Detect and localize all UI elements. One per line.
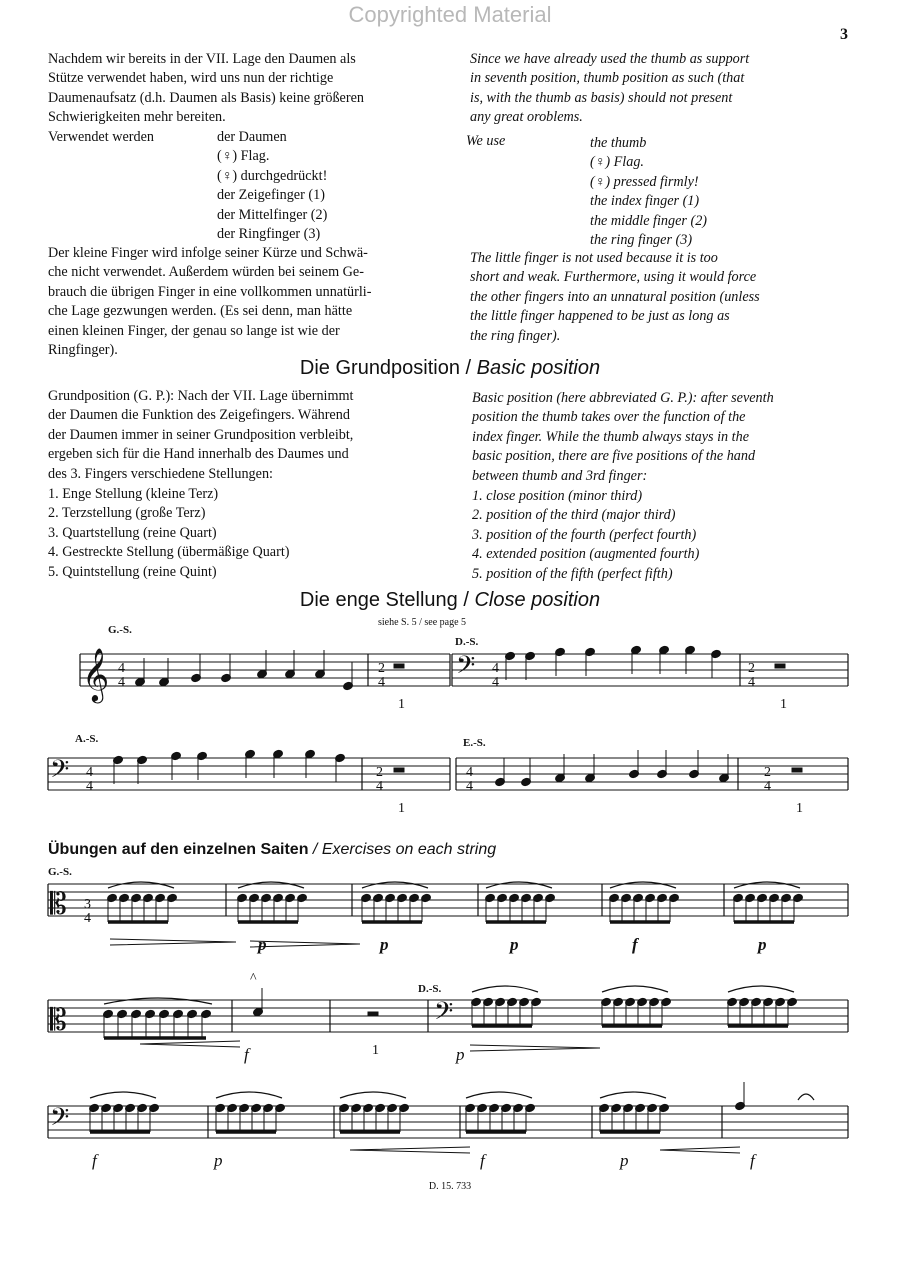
rest	[792, 768, 802, 772]
text-line: short and weak. Furthermore, using it would force	[470, 269, 757, 286]
text-line: The little finger is not used because it is too	[470, 250, 718, 266]
string-label: E.-S.	[463, 737, 486, 749]
see-page-note: siehe S. 5 / see page 5	[378, 617, 467, 628]
text-line: Since we have already used the thumb as support	[470, 51, 750, 67]
notation-mark: 4	[764, 779, 771, 794]
notation-mark: ^	[250, 971, 257, 986]
heading-de: Die Grundposition	[299, 357, 460, 379]
hairpin	[140, 1041, 240, 1047]
fermata	[798, 1094, 814, 1100]
list-item: 5. position of the fifth (perfect fifth)	[472, 565, 673, 582]
list-item: 2. position of the third (major third)	[472, 507, 676, 524]
string-label: G.-S.	[48, 866, 72, 878]
list-item: 3. Quartstellung (reine Quart)	[48, 524, 217, 541]
text-line: ergeben sich für die Hand innerhalb des Daumes und	[48, 446, 349, 463]
list-item: 4. Gestreckte Stellung (übermäßige Quart)	[48, 544, 290, 561]
list-item: 2. Terzstellung (große Terz)	[48, 505, 206, 522]
notation-mark: 4	[86, 765, 93, 780]
heading-separator: /	[457, 589, 475, 611]
text-line: any great oroblems.	[470, 109, 583, 126]
text-line: Grundposition (G. P.): Nach der VII. Lage übernimmt	[48, 388, 354, 404]
text-line: index finger. While the thumb always stays in the	[472, 428, 750, 445]
slur	[104, 998, 212, 1004]
notation-mark: 1	[398, 697, 405, 712]
page-number: 3	[840, 26, 848, 43]
finger-item: der Daumen	[217, 129, 287, 145]
heading-en: Close position	[474, 589, 601, 611]
text-line: the little finger happened to be just as long as	[470, 308, 730, 325]
rest	[394, 664, 404, 668]
text-line: position the thumb takes over the function of the	[472, 409, 746, 426]
heading-de: Übungen auf den einzelnen Saiten	[48, 841, 309, 858]
heading-separator: /	[460, 357, 477, 379]
dynamic-mark: p	[758, 935, 767, 954]
hairpin	[110, 939, 236, 945]
text-line: between thumb and 3rd finger:	[472, 467, 648, 484]
finger-item: the index finger (1)	[590, 193, 700, 210]
slur	[472, 986, 538, 992]
text-line: brauch die übrigen Finger in eine vollkommen unnatürli-	[48, 283, 372, 300]
notation-mark: 4	[492, 661, 499, 676]
text-line: der Daumen die Funktion des Zeigefingers. Während	[48, 407, 350, 424]
slur	[734, 882, 800, 888]
notation-mark: 2	[378, 661, 385, 676]
dynamic-mark: p	[456, 1045, 465, 1064]
text-line: che nicht verwendet. Außerdem würden bei seinem Ge-	[48, 264, 364, 281]
text-line: the other fingers into an unnatural position (unless	[470, 288, 760, 305]
hairpin	[660, 1147, 740, 1153]
intro-de-line: Nachdem wir bereits in der VII. Lage den Daumen als	[48, 51, 356, 67]
list-item: 3. position of the fourth (perfect fourth)	[472, 526, 697, 543]
text-line: Basic position (here abbreviated G. P.): after seventh	[472, 390, 774, 406]
bass-clef: 𝄢	[50, 756, 70, 789]
notation-mark: 4	[118, 661, 125, 676]
string-label: G.-S.	[108, 624, 132, 636]
notation-mark: 4	[84, 911, 91, 926]
treble-clef: 𝄞	[82, 649, 110, 700]
text-line: the ring finger).	[470, 327, 561, 344]
rest	[394, 768, 404, 772]
heading-en: Exercises on each string	[321, 841, 497, 858]
text-line: Der kleine Finger wird infolge seiner Kürze und Schwä-	[48, 245, 368, 261]
finger-item: the middle finger (2)	[590, 212, 708, 229]
finger-item: (♀) Flag.	[217, 148, 270, 165]
notation-mark: 4	[466, 765, 473, 780]
dynamic-mark: f	[632, 935, 638, 954]
rest	[775, 664, 785, 668]
footer-catalog-number: D. 15. 733	[428, 1181, 472, 1192]
notation-mark: 4	[118, 675, 125, 690]
text-line: is, with the thumb as basis) should not present	[470, 89, 733, 106]
alto-clef: 𝄡	[50, 1004, 67, 1037]
slur	[340, 1092, 406, 1098]
finger-item: der Ringfinger (3)	[217, 226, 321, 243]
finger-item: the ring finger (3)	[590, 232, 693, 249]
dynamic-mark: f	[92, 1151, 97, 1170]
bass-clef: 𝄢	[50, 1104, 70, 1137]
dynamic-mark: p	[214, 1151, 223, 1170]
notation-mark: 2	[376, 765, 383, 780]
dynamic-mark: p	[620, 1151, 629, 1170]
slur	[600, 1092, 666, 1098]
intro-en-use-label: We use	[466, 133, 506, 149]
intro-de-use-label: Verwendet werden	[48, 129, 154, 145]
intro-de-line: Schwierigkeiten mehr bereiten.	[48, 109, 226, 126]
notation-mark: 2	[764, 765, 771, 780]
slur	[610, 882, 676, 888]
dynamic-mark: f	[750, 1151, 755, 1170]
slur	[486, 882, 552, 888]
dynamic-mark: f	[244, 1045, 249, 1064]
slur	[728, 986, 794, 992]
dynamic-mark: p	[510, 935, 519, 954]
slur	[466, 1092, 532, 1098]
notation-mark: 4	[376, 779, 383, 794]
notation-mark: 3	[84, 897, 91, 912]
text-line: che Lage gezwungen werden. (Es sei denn, man hätte	[48, 303, 353, 320]
text-line: des 3. Fingers verschiedene Stellungen:	[48, 465, 273, 482]
slur	[216, 1092, 282, 1098]
notation-mark: 1	[398, 801, 405, 816]
text-line: in seventh position, thumb position as such (that	[470, 70, 745, 87]
watermark: Copyrighted Material	[348, 2, 552, 27]
list-item: 4. extended position (augmented fourth)	[472, 546, 700, 563]
bass-clef: 𝄢	[434, 998, 454, 1031]
dynamic-mark: p	[258, 935, 267, 954]
finger-item: (♀) pressed firmly!	[590, 173, 699, 190]
list-item: 5. Quintstellung (reine Quint)	[48, 563, 217, 580]
slur	[362, 882, 428, 888]
notation-mark: 4	[748, 675, 755, 690]
string-label: D.-S.	[418, 983, 442, 995]
text-line: Ringfinger).	[48, 342, 118, 359]
notation-mark: 1	[780, 697, 787, 712]
finger-item: der Mittelfinger (2)	[217, 206, 328, 223]
hairpin	[350, 1147, 470, 1153]
finger-item: der Zeigefinger (1)	[217, 187, 325, 204]
notation-mark: 2	[748, 661, 755, 676]
list-item: 1. Enge Stellung (kleine Terz)	[48, 486, 219, 502]
string-label: A.-S.	[75, 733, 99, 745]
rest	[368, 1012, 378, 1016]
slur	[602, 986, 668, 992]
notation-mark: 4	[466, 779, 473, 794]
notation-mark: 4	[86, 779, 93, 794]
notation-mark: 4	[378, 675, 385, 690]
dynamic-mark: p	[380, 935, 389, 954]
hairpin	[250, 941, 360, 947]
dynamic-mark: f	[480, 1151, 485, 1170]
heading-en: Basic position	[476, 357, 601, 379]
finger-item: (♀) Flag.	[590, 154, 644, 171]
intro-de-line: Stütze verwendet haben, wird uns nun der richtige	[48, 70, 334, 87]
notation-mark: 1	[796, 801, 803, 816]
bass-clef: 𝄢	[456, 652, 476, 685]
list-item: 1. close position (minor third)	[472, 488, 643, 504]
alto-clef: 𝄡	[50, 888, 67, 921]
slur	[238, 882, 304, 888]
heading-de: Die enge Stellung	[299, 589, 458, 611]
notation-mark: 4	[492, 675, 499, 690]
notation-mark: 1	[372, 1043, 379, 1058]
heading-separator: /	[308, 841, 322, 858]
slur	[108, 882, 174, 888]
intro-de-line: Daumenaufsatz (d.h. Daumen als Basis) keine größeren	[48, 89, 364, 106]
text-line: einen kleinen Finger, der genau so lange ist wie der	[48, 322, 340, 339]
hairpin	[470, 1045, 600, 1051]
string-label: D.-S.	[455, 636, 479, 648]
slur	[90, 1092, 156, 1098]
finger-item: the thumb	[590, 135, 647, 151]
text-line: basic position, there are five positions of the hand	[472, 448, 756, 465]
text-line: der Daumen immer in seiner Grundposition verbleibt,	[48, 426, 354, 443]
finger-item: (♀) durchgedrückt!	[217, 167, 328, 184]
